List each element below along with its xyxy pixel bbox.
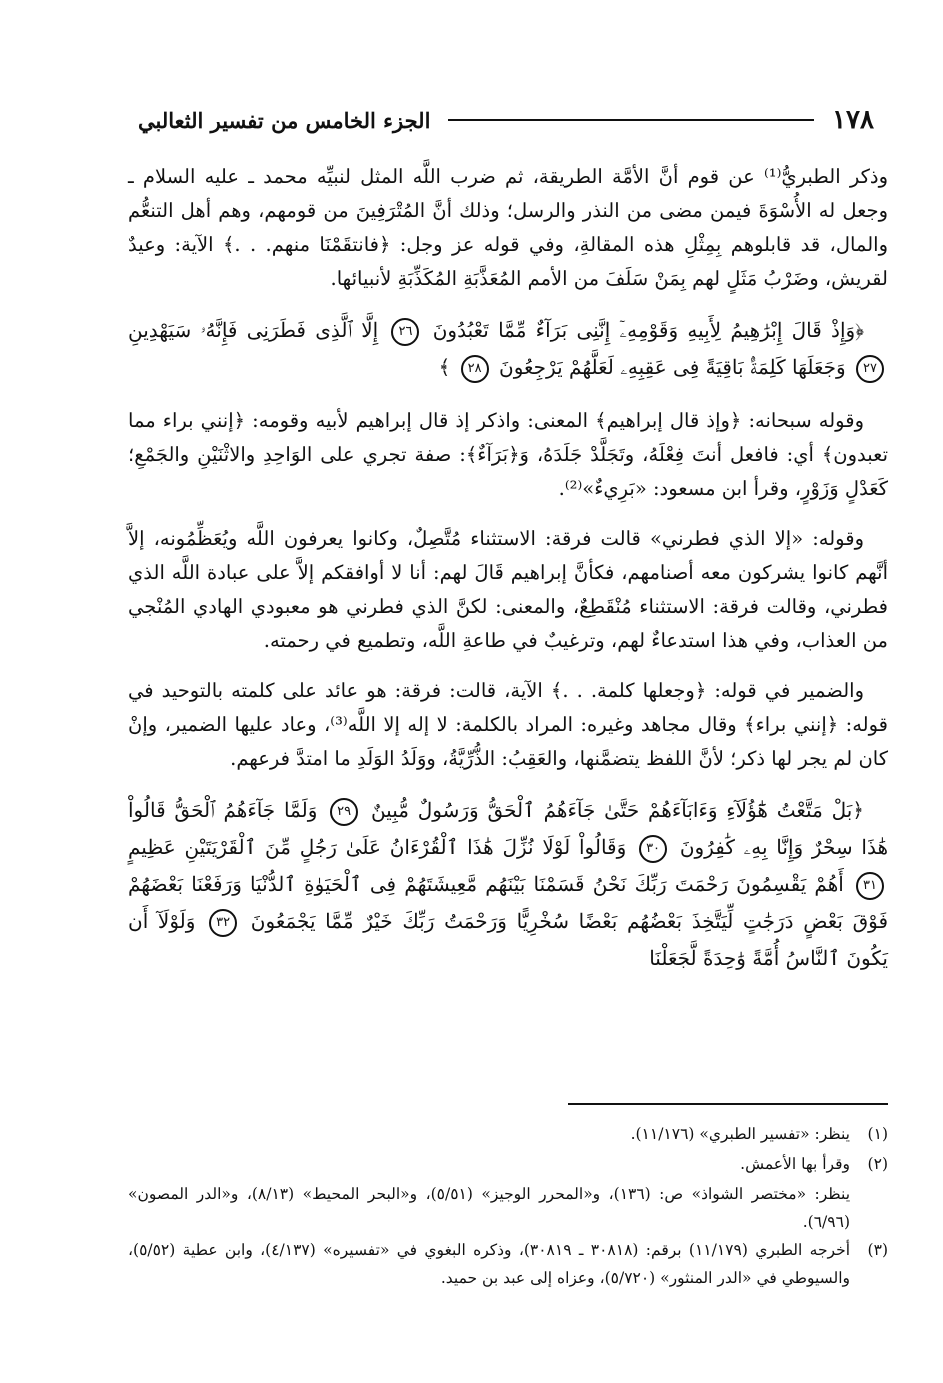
verse-number-marker: ٢٩ [330, 798, 358, 826]
footnote-number: (٢) [867, 1155, 888, 1173]
footnote-1 [128, 1120, 888, 1148]
paragraph-damir: والضمير في قوله: ﴿وجعلها كلمة. . .﴾ الآية، قالت: فرقة: هو عائد على كلمته بالتوحيد في قوله: ﴿إنني براء﴾ وقال مجاهد وغيره: المراد بالكلمة: لا إله إلا اللَّه⁽³⁾، وعاد عليها الضمير، وإنْ كان لم يجر لها ذكر؛ لأنَّ اللفظ يتضمَّنها، والعَقِبُ: الذُّرِّيَّةُ، ووَلَدُ الوَلَدِ ما امتدَّ فرعهم. [128, 679, 888, 770]
verse-number-marker: ٣١ [856, 872, 884, 900]
verse-text: ﴿بَلْ مَتَّعْتُ هَٰٓؤُلَآءِ وَءَابَآءَهُمْ حَتَّىٰ جَآءَهُمُ ٱلْحَقُّ وَرَسُولٌ مُّبِينٌ [370, 798, 864, 822]
verse-text: إِلَّا ٱلَّذِى فَطَرَنِى فَإِنَّهُۥ سَيَهْدِينِ [128, 318, 379, 342]
footnote-number: (١) [867, 1125, 888, 1143]
footnote-2-references: ينظر: «مختصر الشواذ» ص: (١٣٦)، و«المحرر الوجيز» (٥/٥١)، و«البحر المحيط» (٨/١٣)، و«الدر المصون» (٦/٩٦). [128, 1185, 851, 1231]
verse-text: أَهُمْ يَقْسِمُونَ رَحْمَتَ رَبِّكَ نَحْنُ قَسَمْنَا بَيْنَهُم مَّعِيشَتَهُمْ فِى ٱلْحَيَوٰةِ ٱلدُّنْيَا وَرَفَعْنَا بَعْضَهُمْ فَوْقَ بَعْضٍ دَرَجَٰتٍ لِّيَتَّخِذَ بَعْضُهُم بَعْضًا سُخْرِيًّا وَرَحْمَتُ رَبِّكَ خَيْرٌ مِّمَّا يَجْمَعُونَ [128, 872, 889, 933]
paragraph-istithna: وقوله: «إلا الذي فطرني» قالت فرقة: الاستثناء مُتَّصِلٌ، وكانوا يعرفون اللَّه ويُعَظِّمُونه، إلاَّ أنَّهم كانوا يشركون معه أصنامهم، فكأنَّ إبراهيم قَالَ لهم: أنا لا أوافقكم إلاَّ على عبادة اللَّه الذي فطرني، وقالت فرقة: الاستثناء مُنْقَطِعٌ، والمعنى: لكنَّ الذي فطرني هو معبودي الهادي المُنْجي من العذاب، وفي هذا استدعاءٌ لهم، وترغيبٌ في طاعةِ اللَّه، وتطميع في رحمته. [128, 527, 888, 652]
footnote-text: أخرجه الطبري (١١/١٧٩) برقم: (٣٠٨١٨ ـ ٣٠٨١٩)، وذكره البغوي في «تفسيره» (٤/١٣٧)، وابن عطية (٥/٥٢)، والسيوطي في «الدر المنثور» (٥/٧٢٠)، وعزاه إلى عبد بن حميد. [128, 1241, 850, 1287]
paragraph-ibrahim: وقوله سبحانه: ﴿وإذ قال إبراهيم﴾ المعنى: واذكر إذ قال إبراهيم لأبيه وقومه: ﴿إنني براء مما تعبدون﴾ أي: فافعل أنتَ فِعْلَهُ، وتَجَلَّدْ جَلَدَهُ، وَ﴿بَرَآءٌ﴾: صفة تجري على الوَاحِدِ والاثْنَيْنِ والجَمْعِ؛ كَعَدْلٍ وَزَوْرٍ، وقرأ ابن مسعود: «بَرِيءٌ»⁽²⁾. [128, 409, 888, 500]
quran-verse-29-33 [128, 792, 888, 977]
verse-close-bracket: ﴾ [438, 355, 451, 379]
footnote-2 [128, 1150, 888, 1178]
footnote-number: (٣) [867, 1241, 888, 1259]
running-title: الجزء الخامس من تفسير الثعالبي [138, 107, 431, 133]
verse-number-marker: ٣٠ [639, 835, 667, 863]
main-text [128, 160, 888, 995]
footnotes [128, 1120, 888, 1294]
quran-verse-26-28 [128, 312, 888, 386]
verse-number-marker: ٢٨ [461, 355, 489, 383]
verse-number-marker: ٢٧ [856, 355, 884, 383]
header-rule [448, 119, 814, 121]
paragraph-intro: وذكر الطبريُّ⁽¹⁾ عن قوم أنَّ الأمَّة الطريقة، ثم ضرب اللَّه المثل لنبيِّه محمد ـ عليه السلام ـ وجعل له الأُسْوَةَ فيمن مضى من النذر والرسل؛ وذلك أنَّ المُتْرَفِينَ من قومهم، وهم أهل التنعُّم والمال، قد قابلوهم بِمِثْلِ هذه المقالةِ، وفي قوله عز وجل: ﴿فانتقَمْنَا منهم. . .﴾ الآية: وعيدٌ لقريش، وضَرْبُ مَثَلٍ لهم بِمَنْ سَلَفَ من الأمم المُعَذَّبَةِ المُكَذِّبَةِ لأنبيائها. [128, 165, 888, 290]
footnote-text: ينظر: «تفسير الطبري» (١١/١٧٦). [630, 1125, 850, 1143]
verse-text: وَجَعَلَهَا كَلِمَةًۢ بَاقِيَةً فِى عَقِبِهِۦ لَعَلَّهُمْ يَرْجِعُونَ [499, 355, 846, 379]
verse-number-marker: ٣٢ [209, 909, 237, 937]
footnote-text: وقرأ بها الأعمش. [740, 1155, 850, 1173]
verse-text: وَقَالُواْ لَوْلَا نُزِّلَ هَٰذَا ٱلْقُرْءَانُ عَلَىٰ رَجُلٍ مِّنَ ٱلْقَرْيَتَيْنِ عَظِيمٍ [128, 835, 627, 859]
footnote-separator [568, 1103, 888, 1105]
verse-text: وَلَوْلَآ أَن يَكُونَ ٱلنَّاسُ أُمَّةً وَٰحِدَةً لَّجَعَلْنَا [128, 909, 888, 970]
page-number: ١٧٨ [832, 105, 874, 135]
verse-text: وَلَمَّا جَآءَهُمُ ٱلْحَقُّ قَالُواْ هَٰذَا سِحْرٌ وَإِنَّا بِهِۦ كَٰفِرُونَ [128, 798, 889, 859]
verse-text: ﴿وَإِذْ قَالَ إِبْرَٰهِيمُ لِأَبِيهِ وَقَوْمِهِۦٓ إِنَّنِى بَرَآءٌ مِّمَّا تَعْبُدُونَ [432, 318, 865, 342]
running-header [138, 100, 874, 140]
footnote-3 [128, 1236, 888, 1292]
verse-number-marker: ٢٦ [391, 318, 419, 346]
